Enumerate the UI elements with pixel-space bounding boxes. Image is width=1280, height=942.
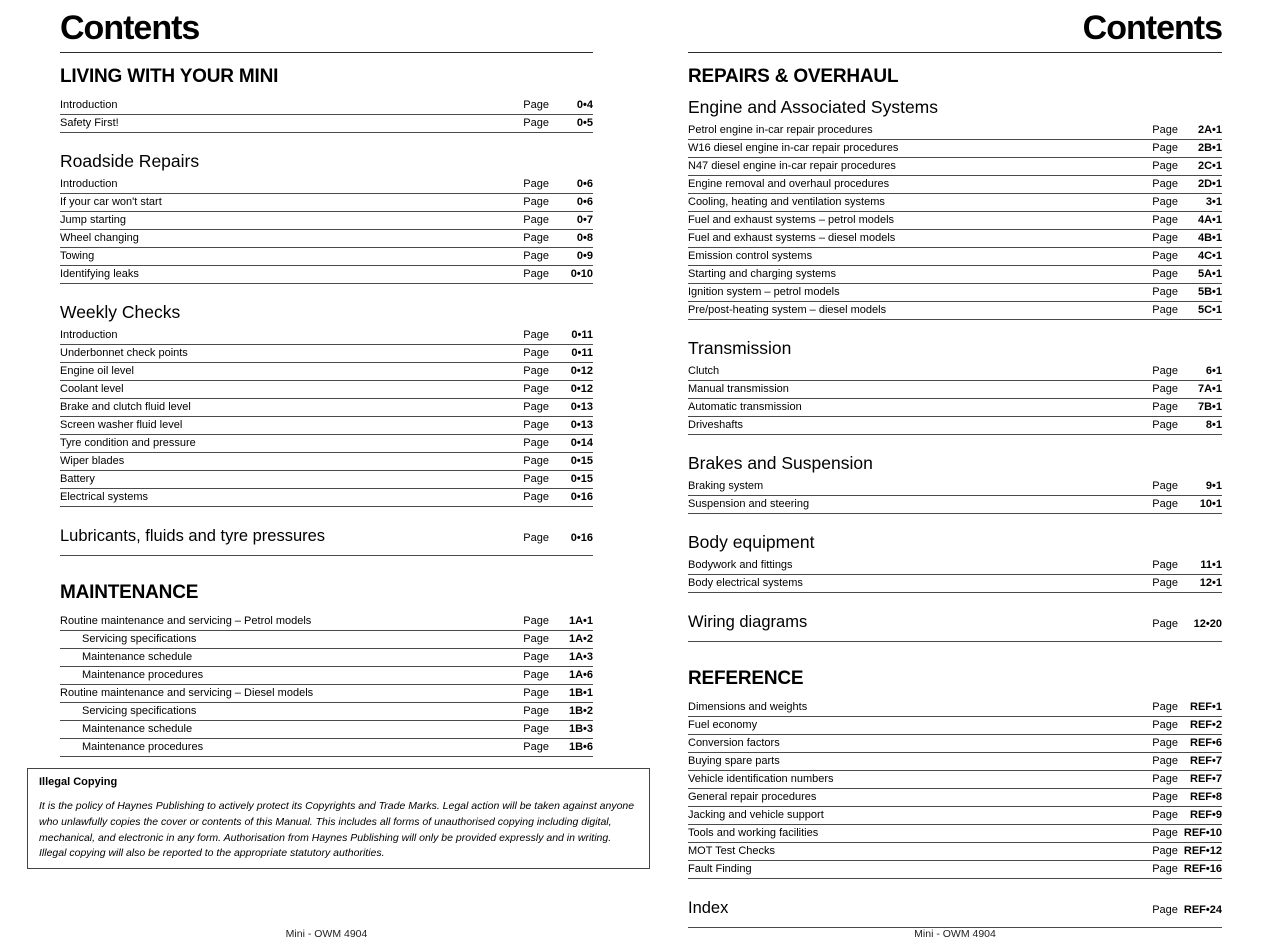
- page-label: Page: [1152, 383, 1178, 396]
- toc-row: [60, 417, 593, 435]
- toc-item-label: Servicing specifications: [82, 633, 197, 646]
- toc-row: [688, 158, 1222, 176]
- section-header: REFERENCE: [688, 668, 804, 690]
- page-label: Page: [523, 651, 549, 664]
- page-label: Page: [1152, 286, 1178, 299]
- toc-row: [60, 363, 593, 381]
- page-number: 6•1: [1205, 365, 1222, 378]
- toc-row: [60, 703, 593, 721]
- toc-group: [60, 613, 593, 757]
- toc-item-label: Bodywork and fittings: [688, 559, 793, 572]
- toc-row: [688, 843, 1222, 861]
- toc-item-label: Engine oil level: [60, 365, 134, 378]
- right-column: [688, 10, 1222, 928]
- page-label: Page: [523, 532, 549, 545]
- toc-item-label: Towing: [60, 250, 95, 263]
- toc-row: [688, 575, 1222, 593]
- page-number: 2C•1: [1197, 160, 1222, 173]
- page-number: 2B•1: [1197, 142, 1222, 155]
- toc-row: [688, 825, 1222, 843]
- page-label: Page: [1152, 214, 1178, 227]
- subsection-header: Transmission: [688, 338, 792, 359]
- page-label: Page: [523, 633, 549, 646]
- toc-item-label: Tools and working facilities: [688, 827, 819, 840]
- page-label: Page: [523, 687, 549, 700]
- page-number: 0•5: [576, 117, 593, 130]
- page-number: 9•1: [1205, 480, 1222, 493]
- toc-row: [60, 667, 593, 685]
- toc-row: [688, 302, 1222, 320]
- toc-item-label: Underbonnet check points: [60, 347, 188, 360]
- page-label: Page: [523, 455, 549, 468]
- toc-item-label: N47 diesel engine in-car repair procedures: [688, 160, 896, 173]
- toc-row: [60, 115, 593, 133]
- page-label: Page: [523, 347, 549, 360]
- toc-group: [688, 557, 1222, 593]
- page-label: Page: [1152, 827, 1178, 840]
- toc-item-label: Screen washer fluid level: [60, 419, 183, 432]
- page-label: Page: [523, 419, 549, 432]
- section-header: MAINTENANCE: [60, 582, 199, 604]
- toc-group: [60, 176, 593, 284]
- page-number: REF•16: [1183, 863, 1222, 876]
- toc-item-label: Cooling, heating and ventilation systems: [688, 196, 885, 209]
- page-label: Page: [523, 401, 549, 414]
- page-label: Page: [1152, 401, 1178, 414]
- page-label: Page: [1152, 232, 1178, 245]
- page-label: Page: [523, 232, 549, 245]
- page-label: Page: [1152, 773, 1178, 786]
- title-rule-left: [60, 52, 593, 53]
- page-number: REF•8: [1190, 791, 1222, 804]
- toc-item-label: Wheel changing: [60, 232, 139, 245]
- page-label: Page: [523, 329, 549, 342]
- toc-item-label: Maintenance procedures: [82, 669, 204, 682]
- page-number: 10•1: [1199, 498, 1222, 511]
- toc-row: [60, 739, 593, 757]
- toc-item-label: Ignition system – petrol models: [688, 286, 840, 299]
- toc-row: [60, 399, 593, 417]
- page-number: 0•16: [570, 491, 593, 504]
- page-number: 5B•1: [1197, 286, 1222, 299]
- toc-row: [60, 345, 593, 363]
- toc-item-label: Tyre condition and pressure: [60, 437, 196, 450]
- subsection-header: Engine and Associated Systems: [688, 97, 939, 118]
- toc-item-label: Manual transmission: [688, 383, 789, 396]
- page-number: REF•7: [1190, 755, 1222, 768]
- toc-row: [688, 122, 1222, 140]
- toc-row: [688, 194, 1222, 212]
- toc-row: [60, 327, 593, 345]
- footer-left: Mini - OWM 4904: [285, 928, 368, 940]
- toc-item-label: If your car won't start: [60, 196, 162, 209]
- page-label: Page: [1152, 863, 1178, 876]
- subsection-header: Brakes and Suspension: [688, 453, 873, 474]
- subsection-header: Roadside Repairs: [60, 151, 200, 172]
- page-label: Page: [1152, 577, 1178, 590]
- feature-label: Index: [688, 899, 729, 918]
- page-number: REF•9: [1190, 809, 1222, 822]
- toc-item-label: MOT Test Checks: [688, 845, 776, 858]
- page-label: Page: [1152, 365, 1178, 378]
- page-number: 0•8: [576, 232, 593, 245]
- toc-row: [688, 496, 1222, 514]
- page-label: Page: [1152, 480, 1178, 493]
- feature-row: [688, 899, 1222, 928]
- page-label: Page: [523, 268, 549, 281]
- toc-item-label: Maintenance schedule: [82, 723, 193, 736]
- page-number: 7A•1: [1197, 383, 1222, 396]
- toc-group: [60, 327, 593, 507]
- toc-row: [688, 230, 1222, 248]
- page-number: 3•1: [1205, 196, 1222, 209]
- page-number: REF•7: [1190, 773, 1222, 786]
- page-number: 0•6: [576, 178, 593, 191]
- page-label: Page: [523, 250, 549, 263]
- page-label: Page: [1152, 618, 1178, 631]
- toc-group: [60, 97, 593, 133]
- page-label: Page: [1152, 196, 1178, 209]
- toc-group: [688, 478, 1222, 514]
- toc-item-label: Automatic transmission: [688, 401, 802, 414]
- page-number: 11•1: [1200, 559, 1222, 572]
- page-number: 4C•1: [1197, 250, 1222, 263]
- toc-item-label: Clutch: [688, 365, 720, 378]
- page-number: 5A•1: [1197, 268, 1222, 281]
- toc-row: [60, 453, 593, 471]
- toc-item-label: Fuel economy: [688, 719, 758, 732]
- toc-row: [688, 771, 1222, 789]
- toc-item-label: Electrical systems: [60, 491, 149, 504]
- toc-item-label: Body electrical systems: [688, 577, 803, 590]
- toc-row: [688, 399, 1222, 417]
- page-number: 0•12: [570, 383, 593, 396]
- left-column: [60, 10, 593, 757]
- toc-item-label: Coolant level: [60, 383, 124, 396]
- toc-row: [60, 176, 593, 194]
- toc-row: [60, 721, 593, 739]
- toc-item-label: Introduction: [60, 178, 118, 191]
- page-label: Page: [1152, 719, 1178, 732]
- page-label: Page: [523, 437, 549, 450]
- toc-item-label: Driveshafts: [688, 419, 744, 432]
- subsection-header: Body equipment: [688, 532, 815, 553]
- page-number: 0•15: [570, 455, 593, 468]
- page-number: 1B•3: [568, 723, 593, 736]
- page-label: Page: [1152, 304, 1178, 317]
- illegal-copying-notice: [27, 768, 650, 869]
- toc-group: [688, 699, 1222, 879]
- page-label: Page: [1152, 845, 1178, 858]
- toc-item-label: Petrol engine in-car repair procedures: [688, 124, 873, 137]
- page-number: 0•12: [570, 365, 593, 378]
- page-number: 0•15: [570, 473, 593, 486]
- toc-row: [60, 212, 593, 230]
- page-number: REF•2: [1190, 719, 1222, 732]
- toc-row: [60, 248, 593, 266]
- toc-row: [688, 140, 1222, 158]
- title-rule-right: [688, 52, 1222, 53]
- page-number: 4B•1: [1197, 232, 1222, 245]
- page-number: 0•6: [576, 196, 593, 209]
- notice-title: Illegal Copying: [39, 776, 118, 788]
- page-label: Page: [523, 723, 549, 736]
- page-number: 8•1: [1205, 419, 1222, 432]
- page-number: 0•16: [570, 532, 593, 545]
- feature-row: [60, 527, 593, 556]
- toc-item-label: Battery: [60, 473, 95, 486]
- toc-item-label: Buying spare parts: [688, 755, 780, 768]
- page-label: Page: [1152, 419, 1178, 432]
- toc-item-label: Introduction: [60, 99, 118, 112]
- toc-item-label: Dimensions and weights: [688, 701, 808, 714]
- page-label: Page: [1152, 498, 1178, 511]
- page-label: Page: [1152, 701, 1178, 714]
- toc-row: [688, 807, 1222, 825]
- page-label: Page: [523, 705, 549, 718]
- page-label: Page: [523, 178, 549, 191]
- toc-item-label: Maintenance procedures: [82, 741, 204, 754]
- toc-group: [688, 363, 1222, 435]
- page-number: 1B•1: [568, 687, 593, 700]
- section-header: LIVING WITH YOUR MINI: [60, 66, 279, 88]
- toc-item-label: Servicing specifications: [82, 705, 197, 718]
- page-number: 0•11: [571, 347, 593, 360]
- toc-item-label: Engine removal and overhaul procedures: [688, 178, 890, 191]
- toc-row: [60, 266, 593, 284]
- toc-row: [688, 717, 1222, 735]
- page-label: Page: [523, 741, 549, 754]
- toc-row: [688, 861, 1222, 879]
- page-label: Page: [523, 491, 549, 504]
- toc-item-label: Jacking and vehicle support: [688, 809, 824, 822]
- page-number: 12•20: [1193, 618, 1222, 631]
- toc-item-label: Routine maintenance and servicing – Diesel models: [60, 687, 314, 700]
- page-label: Page: [523, 473, 549, 486]
- page-title-right: Contents: [1082, 9, 1222, 47]
- toc-row: [688, 363, 1222, 381]
- page-number: 0•11: [571, 329, 593, 342]
- page-number: 1A•3: [568, 651, 593, 664]
- page-label: Page: [1152, 737, 1178, 750]
- feature-label: Lubricants, fluids and tyre pressures: [60, 527, 326, 546]
- page-number: 0•9: [576, 250, 593, 263]
- toc-item-label: Wiper blades: [60, 455, 125, 468]
- page-number: 1B•6: [568, 741, 593, 754]
- toc-row: [688, 284, 1222, 302]
- page-number: 0•10: [570, 268, 593, 281]
- toc-row: [60, 381, 593, 399]
- page-number: 0•13: [570, 419, 593, 432]
- page-label: Page: [523, 365, 549, 378]
- page-label: Page: [1152, 250, 1178, 263]
- page-label: Page: [523, 214, 549, 227]
- toc-row: [60, 97, 593, 115]
- feature-row: [688, 613, 1222, 642]
- toc-item-label: Starting and charging systems: [688, 268, 836, 281]
- page-number: 12•1: [1199, 577, 1222, 590]
- page-number: 2D•1: [1197, 178, 1222, 191]
- toc-row: [688, 789, 1222, 807]
- page-number: 0•14: [570, 437, 593, 450]
- feature-label: Wiring diagrams: [688, 613, 808, 632]
- notice-body: It is the policy of Haynes Publishing to actively protect its Copyrights and Trade Marks. Legal action will be taken against anyone who unlawfully copies the cover or contents of this Manual. This includes all forms of unauthorised copying including digital, mechanical, and electronic in any form. Authorisation from Haynes Publishing will only be provided expressly and in writing. Illegal copying will also be reported to the appropriate statutory authorities.: [39, 800, 635, 860]
- toc-item-label: Fault Finding: [688, 863, 752, 876]
- toc-item-label: W16 diesel engine in-car repair procedures: [688, 142, 899, 155]
- page-title-left: Contents: [60, 9, 200, 47]
- toc-row: [688, 381, 1222, 399]
- page-number: 2A•1: [1197, 124, 1222, 137]
- page-number: REF•1: [1190, 701, 1222, 714]
- page-label: Page: [523, 117, 549, 130]
- page-number: REF•10: [1183, 827, 1222, 840]
- toc-item-label: Vehicle identification numbers: [688, 773, 834, 786]
- toc-item-label: Safety First!: [60, 117, 119, 130]
- page-label: Page: [1152, 124, 1178, 137]
- toc-item-label: Emission control systems: [688, 250, 813, 263]
- toc-row: [688, 176, 1222, 194]
- toc-item-label: Fuel and exhaust systems – petrol models: [688, 214, 895, 227]
- page-number: 1A•6: [568, 669, 593, 682]
- toc-row: [60, 194, 593, 212]
- toc-row: [688, 557, 1222, 575]
- toc-item-label: Pre/post-heating system – diesel models: [688, 304, 887, 317]
- page-number: 1A•2: [568, 633, 593, 646]
- toc-row: [60, 613, 593, 631]
- toc-row: [688, 417, 1222, 435]
- toc-row: [688, 699, 1222, 717]
- toc-item-label: Suspension and steering: [688, 498, 810, 511]
- page-label: Page: [523, 99, 549, 112]
- toc-item-label: Maintenance schedule: [82, 651, 193, 664]
- page-label: Page: [1152, 904, 1178, 917]
- toc-item-label: Brake and clutch fluid level: [60, 401, 191, 414]
- toc-row: [688, 212, 1222, 230]
- subsection-header: Weekly Checks: [60, 302, 181, 323]
- page-label: Page: [523, 615, 549, 628]
- toc-row: [60, 435, 593, 453]
- page-number: 5C•1: [1197, 304, 1222, 317]
- toc-row: [60, 631, 593, 649]
- toc-row: [688, 266, 1222, 284]
- page-label: Page: [523, 669, 549, 682]
- toc-row: [60, 489, 593, 507]
- page-number: 0•4: [576, 99, 593, 112]
- page-label: Page: [1152, 178, 1178, 191]
- toc-item-label: Conversion factors: [688, 737, 780, 750]
- toc-row: [688, 735, 1222, 753]
- toc-item-label: Identifying leaks: [60, 268, 139, 281]
- page-label: Page: [1152, 142, 1178, 155]
- page-label: Page: [1152, 268, 1178, 281]
- toc-row: [60, 649, 593, 667]
- toc-group: [688, 122, 1222, 320]
- toc-row: [60, 471, 593, 489]
- page-number: 1B•2: [568, 705, 593, 718]
- page-number: REF•24: [1183, 904, 1222, 917]
- page-number: 7B•1: [1197, 401, 1222, 414]
- toc-item-label: Braking system: [688, 480, 764, 493]
- toc-row: [688, 248, 1222, 266]
- page-number: REF•6: [1190, 737, 1222, 750]
- footer-right: Mini - OWM 4904: [914, 928, 996, 940]
- toc-item-label: Fuel and exhaust systems – diesel models: [688, 232, 896, 245]
- toc-item-label: Routine maintenance and servicing – Petrol models: [60, 615, 312, 628]
- page-number: REF•12: [1183, 845, 1222, 858]
- page-number: 1A•1: [568, 615, 593, 628]
- toc-row: [60, 230, 593, 248]
- toc-item-label: Jump starting: [60, 214, 127, 227]
- page-label: Page: [1152, 160, 1178, 173]
- toc-row: [60, 685, 593, 703]
- toc-row: [688, 478, 1222, 496]
- page-label: Page: [1152, 809, 1178, 822]
- toc-item-label: General repair procedures: [688, 791, 817, 804]
- page-label: Page: [1152, 791, 1178, 804]
- toc-row: [688, 753, 1222, 771]
- toc-item-label: Introduction: [60, 329, 118, 342]
- page-number: 0•13: [570, 401, 593, 414]
- page-label: Page: [1152, 559, 1178, 572]
- page-label: Page: [1152, 755, 1178, 768]
- page-label: Page: [523, 196, 549, 209]
- section-header: REPAIRS & OVERHAUL: [688, 66, 899, 88]
- page-number: 0•7: [576, 214, 593, 227]
- page-label: Page: [523, 383, 549, 396]
- page-number: 4A•1: [1197, 214, 1222, 227]
